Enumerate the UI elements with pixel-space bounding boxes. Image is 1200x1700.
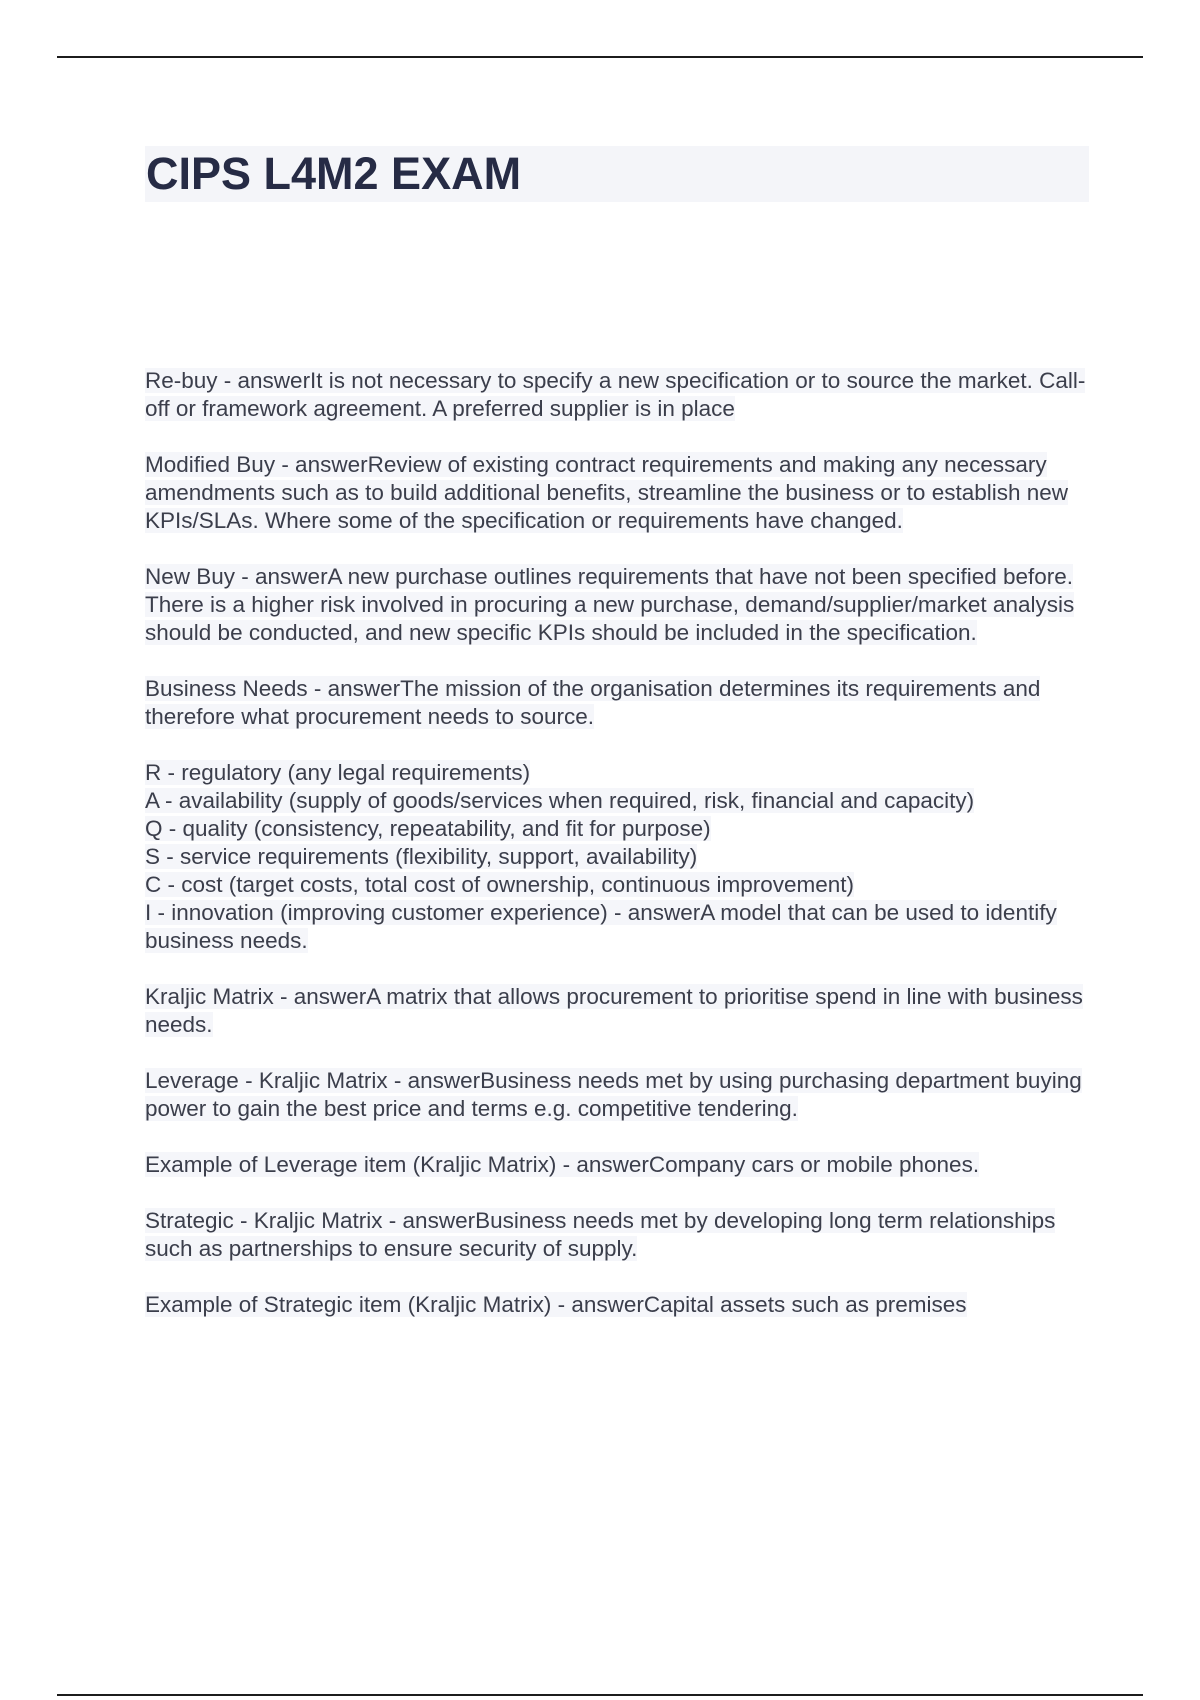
entry-kraljic-matrix — [145, 983, 1095, 1039]
entry-text: New Buy - answerA new purchase outlines requirements that have not been specified before. There is a higher risk involved in procuring a new purchase, demand/supplier/market analysis should be conducted, and new specific KPIs should be included in the specification. — [145, 564, 1075, 645]
entry-leverage — [145, 1067, 1095, 1123]
entry-text: Re-buy - answerIt is not necessary to specify a new specification or to source the market. Call-off or framework agreement. A preferred supplier is in place — [145, 368, 1086, 421]
document-body — [145, 367, 1095, 1347]
entry-text: Example of Strategic item (Kraljic Matrix) - answerCapital assets such as premises — [145, 1292, 967, 1317]
entry-strategic — [145, 1207, 1095, 1263]
entry-raqsci-model — [145, 759, 1095, 955]
entry-re-buy — [145, 367, 1095, 423]
entry-modified-buy — [145, 451, 1095, 535]
top-rule — [57, 56, 1143, 58]
entry-new-buy — [145, 563, 1095, 647]
entry-text: Modified Buy - answerReview of existing contract requirements and making any necessary amendments such as to build additional benefits, streamline the business or to establish new KPIs/SLAs. Where some of the specification or requirements have changed. — [145, 452, 1069, 533]
entry-text: Example of Leverage item (Kraljic Matrix) - answerCompany cars or mobile phones. — [145, 1152, 980, 1177]
entry-business-needs — [145, 675, 1095, 731]
entry-strategic-example — [145, 1291, 1095, 1319]
bottom-rule — [57, 1694, 1143, 1696]
entry-text: Business Needs - answerThe mission of the organisation determines its requirements and therefore what procurement needs to source. — [145, 676, 1041, 729]
entry-text: Kraljic Matrix - answerA matrix that allows procurement to prioritise spend in line with business needs. — [145, 984, 1083, 1037]
entry-text: R - regulatory (any legal requirements) A - availability (supply of goods/services when required, risk, financial and capacity) Q - quality (consistency, repeatability, and fit for purpose) S - service requirements (flexibility, support, availability) C - cost (target costs, total cost of ownership, continuous improvement) I - innovation (improving customer experience) - answerA model that can be used to identify business needs. — [145, 760, 1057, 953]
entry-text: Leverage - Kraljic Matrix - answerBusiness needs met by using purchasing department buying power to gain the best price and terms e.g. competitive tendering. — [145, 1068, 1082, 1121]
entry-leverage-example — [145, 1151, 1095, 1179]
document-title: CIPS L4M2 EXAM — [146, 148, 522, 199]
entry-text: Strategic - Kraljic Matrix - answerBusiness needs met by developing long term relationships such as partnerships to ensure security of supply. — [145, 1208, 1056, 1261]
